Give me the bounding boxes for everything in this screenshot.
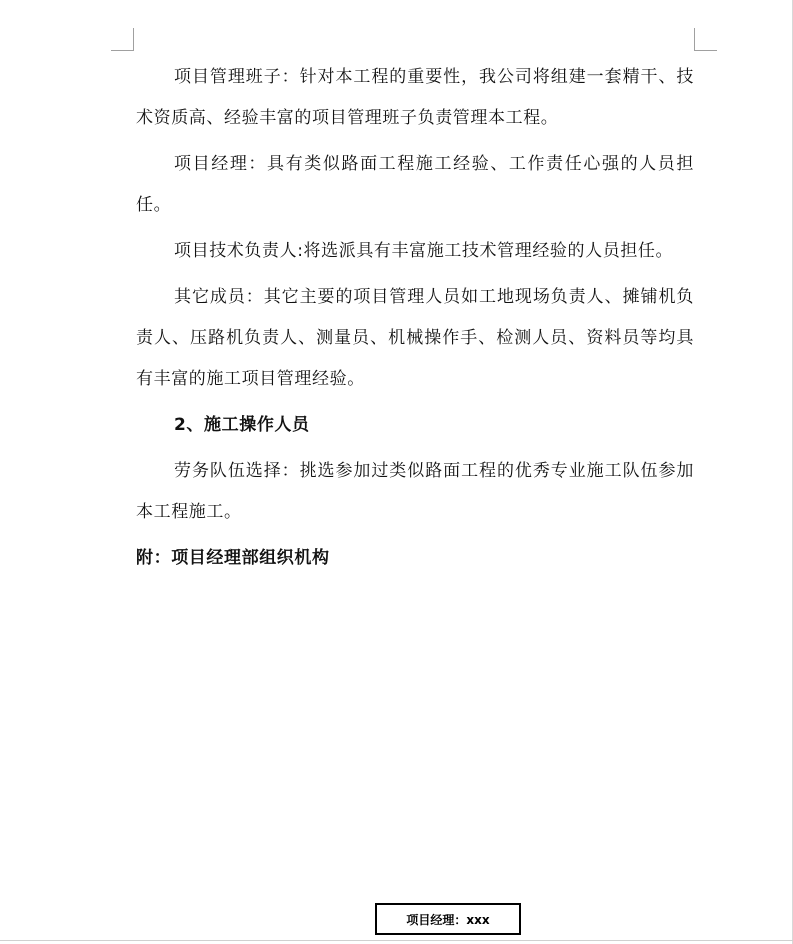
paragraph-technical-lead: 项目技术负责人:将选派具有丰富施工技术管理经验的人员担任。 bbox=[174, 241, 674, 261]
org-chart-project-manager-box bbox=[375, 903, 521, 935]
top-right-margin-mark bbox=[694, 28, 717, 51]
paragraph-other-members: 其它成员：其它主要的项目管理人员如工地现场负责人、摊铺机负责人、压路机负责人、测量员、机械操作手、检测人员、资料员等均具有丰富的施工项目管理经验。 bbox=[136, 287, 694, 389]
paragraph-labor-team: 劳务队伍选择：挑选参加过类似路面工程的优秀专业施工队伍参加本工程施工。 bbox=[136, 461, 694, 522]
paragraph-management-team: 项目管理班子：针对本工程的重要性，我公司将组建一套精干、技术资质高、经验丰富的项目管理班子负责管理本工程。 bbox=[136, 67, 694, 128]
document-body bbox=[136, 57, 694, 579]
section-heading: 2、施工操作人员 bbox=[174, 415, 310, 435]
org-chart-box-label: 项目经理：xxx bbox=[406, 912, 490, 927]
paragraph-project-manager: 项目经理：具有类似路面工程施工经验、工作责任心强的人员担任。 bbox=[136, 154, 694, 215]
appendix-title: 附：项目经理部组织机构 bbox=[136, 548, 330, 568]
page-bottom-edge bbox=[0, 940, 793, 941]
top-left-margin-mark bbox=[111, 28, 134, 51]
